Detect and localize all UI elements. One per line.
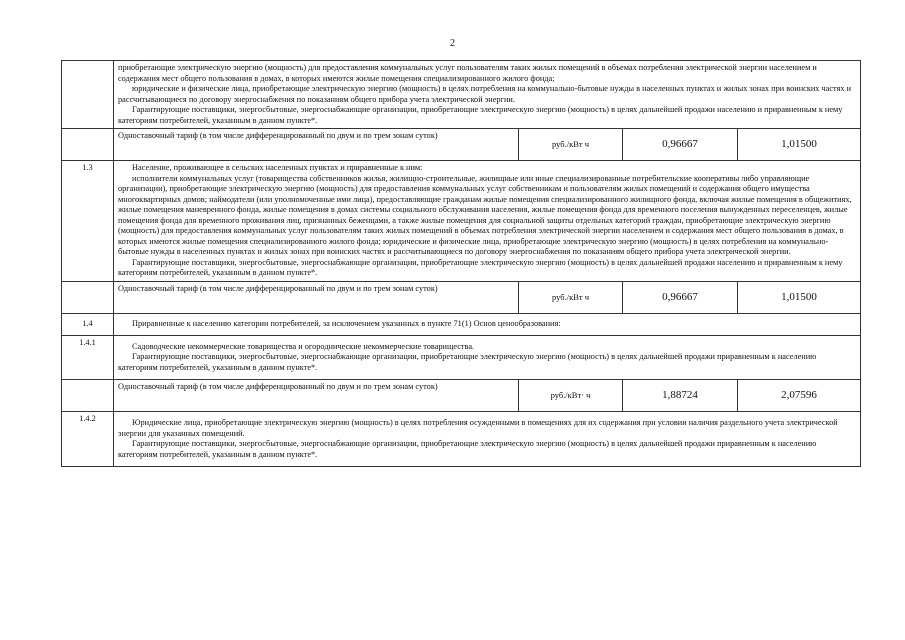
tariff-label: Одноставочный тариф (в том числе дифференцированный по двум и по трем зонам суток) [114,281,519,313]
row-number: 1.3 [62,161,114,282]
tariff-value-1: 1,88724 [623,380,738,412]
paragraph: Население, проживающее в сельских населенных пунктах и приравненные к ним: [132,163,423,172]
tariff-value-1: 0,96667 [623,281,738,313]
tariff-value-2: 2,07596 [738,380,861,412]
page-number: 2 [450,38,455,49]
paragraph: юридические и физические лица, приобретающие электрическую энергию (мощность) в целях потребления на коммунально-бытовые нужды в населенных пунктах и жилых зонах при воинских частях и рассчитывающиеся по договору энергоснабжения по показаниям общего прибора учета электрической энергии. [118,84,852,104]
table-row [62,313,861,335]
table-row [62,412,861,467]
paragraph: исполнители коммунальных услуг (товарищества собственников жилья, жилищно-строительные, жилищные или иные специализированные потребительские кооперативы либо управляющие организации), приобретающие электрическую энергию (мощность) для предоставления коммунальных услуг собственникам и пользователям жилых помещений и содержания общего имущества многоквартирных домов; наймодатели (или уполномоченные ими лица), предоставляющие гражданам жилые помещения специализированного жилищного фонда, включая жилые помещения в общежитиях, жилые помещения маневренного фонда, жилые помещения в домах системы социального обслуживания населения, жилые помещения фонда для временного поселения вынужденных переселенцев, жилые помещения фонда для временного проживания лиц, признанных беженцами, а также жилые помещения для социальной защиты отдельных категорий граждан, приобретающие электрическую энергию (мощность) для предоставления коммунальных услуг пользователям таких жилых помещений в объемах потребления электрической энергии населением и содержания мест общего пользования в домах, в которых имеются жилые помещения специализированного жилого фонда; юридические и физические лица, приобретающие электрическую энергию (мощность) в целях потребления на коммунально-бытовые нужды в населенных пунктах и жилых зонах при воинских частях и рассчитывающиеся по договору энергоснабжения по показаниям общего прибора учета электрической энергии. [118,173,852,256]
row-number [62,380,114,412]
tariff-row [62,281,861,313]
tariff-label: Одноставочный тариф (в том числе дифференцированный по двум и по трем зонам суток) [114,380,519,412]
paragraph: Юридические лица, приобретающие электрическую энергию (мощность) в целях потребления осужденными в помещениях для их содержания при условии наличия раздельного учета электрической энергии для указанных помещений. [118,418,838,438]
tariff-table [61,60,861,467]
row-description [114,335,861,380]
row-description [114,161,861,282]
paragraph: Гарантирующие поставщики, энергосбытовые, энергоснабжающие организации, приобретающие электрическую энергию (мощность) в целях дальнейшей продажи населению и приравненным к нему категориям потребителей, указанным в данном пункте*. [118,105,843,125]
row-number: 1.4 [62,313,114,335]
table-row [62,335,861,380]
row-description [114,412,861,467]
tariff-label: Одноставочный тариф (в том числе дифференцированный по двум и по трем зонам суток) [114,129,519,161]
tariff-value-2: 1,01500 [738,281,861,313]
row-number [62,129,114,161]
paragraph: Садоводческие некоммерческие товарищества и огороднические некоммерческие товарищества. [132,341,475,351]
row-number [62,61,114,129]
tariff-value-1: 0,96667 [623,129,738,161]
row-number: 1.4.1 [62,335,114,380]
row-number [62,281,114,313]
paragraph: приобретающие электрическую энергию (мощность) для предоставления коммунальных услуг пользователям таких жилых помещений в объемах потребления электрической энергии населением и содержания мест общего пользования в домах, в которых имеются жилые помещения специализированного жилого фонда; [118,63,817,83]
unit-cell: руб./кВт ч [519,129,623,161]
unit-cell: руб./кВт· ч [519,380,623,412]
paragraph: Приравненные к населению категории потребителей, за исключением указанных в пункте 71(1) Основ ценообразования: [132,318,561,328]
tariff-value-2: 1,01500 [738,129,861,161]
table-row [62,61,861,129]
row-number: 1.4.2 [62,412,114,467]
row-description [114,61,861,129]
table-row [62,161,861,282]
unit-cell: руб./кВт ч [519,281,623,313]
paragraph: Гарантирующие поставщики, энергосбытовые, энергоснабжающие организации, приобретающие электрическую энергию (мощность) в целях дальнейшей продажи населению и приравненным к нему категориям потребителей, указанным в данном пункте*. [118,257,843,277]
tariff-row [62,380,861,412]
paragraph: Гарантирующие поставщики, энергосбытовые, энергоснабжающие организации, приобретающие электрическую энергию (мощность) в целях дальнейшей продажи приравненным к населению категориям потребителей, указанным в данном пункте*. [118,352,817,372]
paragraph: Гарантирующие поставщики, энергосбытовые, энергоснабжающие организации, приобретающие электрическую энергию (мощность) в целях дальнейшей продажи приравненным к населению категориям потребителей, указанным в данном пункте*. [118,439,817,459]
row-description [114,313,861,335]
tariff-row [62,129,861,161]
